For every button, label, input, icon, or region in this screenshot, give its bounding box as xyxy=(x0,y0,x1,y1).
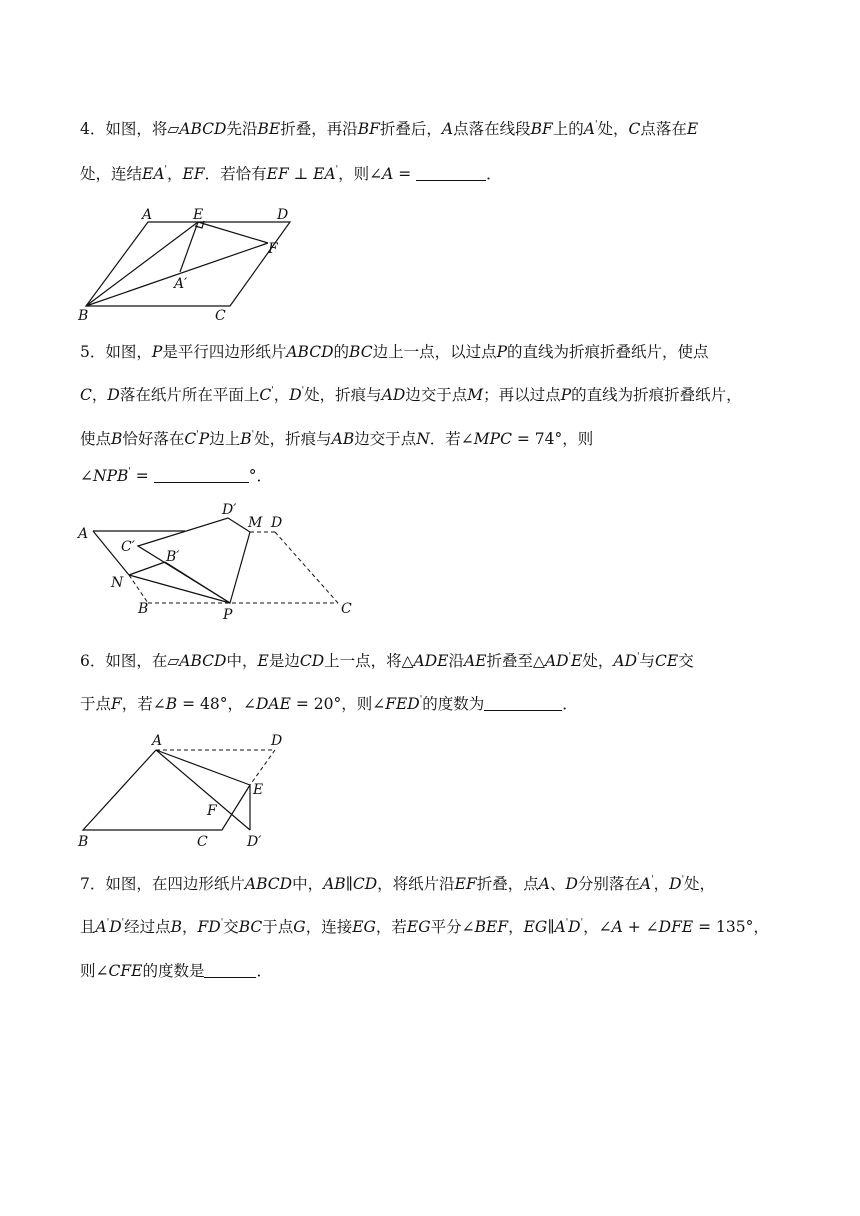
text-run: 如图，将▱ xyxy=(105,120,180,138)
p4-label-b: B xyxy=(78,308,89,324)
p6-label-a: A xyxy=(152,733,163,749)
text-run: 的度数是 xyxy=(142,962,205,980)
text-run: 点落在 xyxy=(640,120,687,138)
problem-number: 4． xyxy=(80,120,106,138)
text-run: = 74°，则 xyxy=(511,430,594,448)
p5-label-m: M xyxy=(248,515,263,531)
text-run: 折叠至△ xyxy=(486,652,545,670)
p4-label-c: C xyxy=(215,308,226,324)
math-run: C xyxy=(184,430,197,448)
text-run: = 135°， xyxy=(693,918,769,936)
problem-number: 6． xyxy=(80,652,106,670)
p4-label-d: D xyxy=(277,207,289,223)
math-run: C xyxy=(628,120,641,138)
text-run: = 48°，∠ xyxy=(177,695,256,713)
math-run: A xyxy=(441,120,454,138)
text-run: 交 xyxy=(678,652,694,670)
prime-mark: ' xyxy=(128,467,131,477)
math-run: EG xyxy=(523,918,548,936)
prime-mark: ' xyxy=(565,918,569,928)
text-run: 的直线为折痕折叠纸片，使点 xyxy=(507,343,709,361)
math-run: CD xyxy=(352,875,378,893)
math-run: A xyxy=(639,875,652,893)
prime-mark: ' xyxy=(651,875,654,885)
text-run: 是平行四边形纸片 xyxy=(162,343,287,361)
prime-mark: ' xyxy=(220,918,224,928)
math-run: D xyxy=(107,386,120,404)
math-run: EF ⊥ EA xyxy=(266,165,336,183)
math-run: P xyxy=(496,343,508,361)
text-run: 处，连结 xyxy=(80,165,143,183)
text-run: ∠ xyxy=(80,467,93,485)
text-run: 上一点，将△ xyxy=(324,652,414,670)
math-run: EG xyxy=(352,918,376,936)
text-run: 如图，在▱ xyxy=(105,652,180,670)
p7-line-3 xyxy=(80,960,272,982)
math-run: E xyxy=(686,120,699,138)
math-run: D xyxy=(289,386,302,404)
prime-mark: ' xyxy=(681,875,685,885)
math-run: A xyxy=(382,165,394,183)
text-run: ， xyxy=(91,386,108,404)
text-run: 的直线为折痕折叠纸片， xyxy=(571,386,742,404)
math-run: NPB xyxy=(93,467,129,485)
math-run: A xyxy=(538,875,550,893)
text-run: 、 xyxy=(549,875,566,893)
math-run: ABCD xyxy=(179,120,227,138)
text-run: ，连接 xyxy=(305,918,353,936)
text-run: = xyxy=(130,467,154,485)
text-run: 经过点 xyxy=(124,918,171,936)
math-run: AB xyxy=(323,875,346,893)
p4-label-e: E xyxy=(193,207,204,223)
math-run: CD xyxy=(299,652,325,670)
text-run: = 20°，则∠ xyxy=(290,695,386,713)
text-run: 平分∠ xyxy=(430,918,475,936)
text-run: 边上一点，以过点 xyxy=(372,343,497,361)
text-run: 先沿 xyxy=(226,120,258,138)
text-run: 分别落在 xyxy=(577,875,640,893)
math-run: A xyxy=(95,918,107,936)
math-run: FD xyxy=(197,918,221,936)
math-run: D xyxy=(568,918,581,936)
math-run: E xyxy=(571,652,583,670)
math-run: EF xyxy=(182,165,205,183)
text-run: ∥ xyxy=(547,918,555,936)
p5-label-b-prime: B′ xyxy=(166,549,180,565)
text-run: ． xyxy=(486,165,502,183)
prime-mark: ' xyxy=(637,652,640,662)
math-run: AB xyxy=(331,430,355,448)
text-run: + ∠ xyxy=(622,918,659,936)
p6-label-e: E xyxy=(253,782,264,798)
text-run: 处， xyxy=(597,120,629,138)
text-run: 点落在线段 xyxy=(453,120,531,138)
text-run: ． xyxy=(256,962,272,980)
p4-label-a: A xyxy=(142,207,153,223)
math-run: B xyxy=(170,918,183,936)
text-run: 于点 xyxy=(80,695,112,713)
prime-mark: ' xyxy=(568,652,572,662)
text-run: ， xyxy=(273,386,290,404)
p4-label-a-prime: A′ xyxy=(174,276,188,292)
math-run: ABCD xyxy=(286,343,334,361)
p6-label-f: F xyxy=(207,803,217,819)
math-run: P xyxy=(151,343,163,361)
math-run: D xyxy=(669,875,682,893)
text-run: 的 xyxy=(333,343,350,361)
text-run: 使点 xyxy=(80,430,112,448)
text-run: 边上 xyxy=(209,430,241,448)
math-run: BC xyxy=(349,343,373,361)
text-run: 交 xyxy=(223,918,239,936)
p5-label-a: A xyxy=(78,526,89,542)
math-run: D xyxy=(565,875,578,893)
answer-blank xyxy=(204,963,256,978)
p5-label-d: D xyxy=(271,515,283,531)
p5-label-c-prime: C′ xyxy=(121,539,135,555)
text-run: 与 xyxy=(639,652,656,670)
math-run: P xyxy=(198,430,210,448)
text-run: ， xyxy=(182,918,198,936)
text-run: 上的 xyxy=(552,120,584,138)
math-run: G xyxy=(293,918,306,936)
problem-number: 7． xyxy=(80,875,106,893)
prime-mark: ' xyxy=(196,430,199,440)
math-run: ADE xyxy=(413,652,449,670)
math-run: BF xyxy=(530,120,553,138)
text-run: 且 xyxy=(80,918,96,936)
math-run: EF xyxy=(454,875,477,893)
text-run: 处，折痕与 xyxy=(304,386,382,404)
text-run: ，将纸片沿 xyxy=(377,875,455,893)
text-run: ，∠ xyxy=(583,918,612,936)
text-run: ， xyxy=(508,918,524,936)
p5-label-b: B xyxy=(138,601,149,617)
text-run: 落在纸片所在平面上 xyxy=(119,386,260,404)
math-run: N xyxy=(416,430,430,448)
text-run: ，则∠ xyxy=(338,165,383,183)
text-run: 边交于点 xyxy=(405,386,468,404)
text-run: ． xyxy=(562,695,578,713)
p5-label-n: N xyxy=(111,575,124,591)
p6-label-c: C xyxy=(197,834,208,850)
p5-label-c: C xyxy=(341,601,352,617)
p7-line-1 xyxy=(80,873,715,895)
text-run: 边交于点 xyxy=(354,430,417,448)
math-run: EG xyxy=(406,918,431,936)
math-run: DAE xyxy=(255,695,291,713)
math-run: B xyxy=(111,430,123,448)
math-run: MPC xyxy=(473,430,512,448)
math-run: BEF xyxy=(474,918,509,936)
text-run: 于点 xyxy=(262,918,294,936)
math-run: BE xyxy=(257,120,281,138)
math-run: A xyxy=(583,120,595,138)
text-run: 中， xyxy=(226,652,258,670)
math-run: A xyxy=(611,918,623,936)
prime-mark: ' xyxy=(419,695,423,705)
p6-label-d: D xyxy=(271,733,283,749)
text-run: 折叠，点 xyxy=(476,875,539,893)
text-run: = xyxy=(393,165,417,183)
math-run: P xyxy=(560,386,572,404)
text-run: 沿 xyxy=(448,652,464,670)
prime-mark: ' xyxy=(580,918,584,928)
prime-mark: ' xyxy=(301,386,305,396)
math-run: BC xyxy=(238,918,263,936)
math-run: AE xyxy=(464,652,487,670)
text-run: ，若 xyxy=(375,918,407,936)
text-run: °． xyxy=(248,467,272,485)
p4-label-f: F xyxy=(268,241,278,257)
p7-line-2 xyxy=(80,916,769,938)
math-run: ABCD xyxy=(179,652,227,670)
prime-mark: ' xyxy=(271,386,274,396)
p6-label-b: B xyxy=(78,834,89,850)
text-run: 是边 xyxy=(268,652,300,670)
p5-label-d-prime: D′ xyxy=(222,502,237,518)
math-run: A xyxy=(554,918,566,936)
math-run: ABCD xyxy=(244,875,293,893)
math-run: B xyxy=(165,695,178,713)
prime-mark: ' xyxy=(335,165,339,175)
p5-label-p: P xyxy=(223,607,233,623)
math-run: D xyxy=(109,918,122,936)
text-run: 如图， xyxy=(105,343,152,361)
text-run: 恰好落在 xyxy=(122,430,185,448)
math-run: FED xyxy=(385,695,420,713)
math-run: DFE xyxy=(658,918,694,936)
text-run: ．若恰有 xyxy=(204,165,267,183)
text-run: 处， xyxy=(684,875,716,893)
text-run: 中， xyxy=(292,875,324,893)
text-run: ， xyxy=(167,165,183,183)
problem-number: 5． xyxy=(80,343,106,361)
prime-mark: ' xyxy=(594,120,598,130)
text-run: ；再以过点 xyxy=(483,386,561,404)
text-run: 折叠后， xyxy=(379,120,442,138)
text-run: 的度数为 xyxy=(422,695,485,713)
math-run: AD xyxy=(613,652,638,670)
math-run: EA xyxy=(142,165,165,183)
math-run: B xyxy=(240,430,252,448)
prime-mark: ' xyxy=(251,430,255,440)
math-run: C xyxy=(80,386,92,404)
p6-label-d-prime: D′ xyxy=(247,834,262,850)
text-run: 折叠，再沿 xyxy=(280,120,358,138)
math-run: BF xyxy=(357,120,380,138)
text-run: 则∠ xyxy=(80,962,109,980)
math-run: M xyxy=(467,386,484,404)
math-run: AD xyxy=(544,652,569,670)
text-run: ， xyxy=(653,875,670,893)
math-run: E xyxy=(257,652,269,670)
text-run: ．若∠ xyxy=(429,430,474,448)
prime-mark: ' xyxy=(106,918,110,928)
math-run: F xyxy=(111,695,122,713)
math-run: AD xyxy=(381,386,406,404)
math-run: CE xyxy=(655,652,679,670)
text-run: 如图，在四边形纸片 xyxy=(105,875,245,893)
math-run: CFE xyxy=(108,962,143,980)
text-run: 处， xyxy=(582,652,614,670)
text-run: ∥ xyxy=(345,875,353,893)
text-run: ，若∠ xyxy=(121,695,166,713)
prime-mark: ' xyxy=(121,918,125,928)
math-run: C xyxy=(259,386,272,404)
text-run: 处，折痕与 xyxy=(254,430,332,448)
prime-mark: ' xyxy=(164,165,168,175)
